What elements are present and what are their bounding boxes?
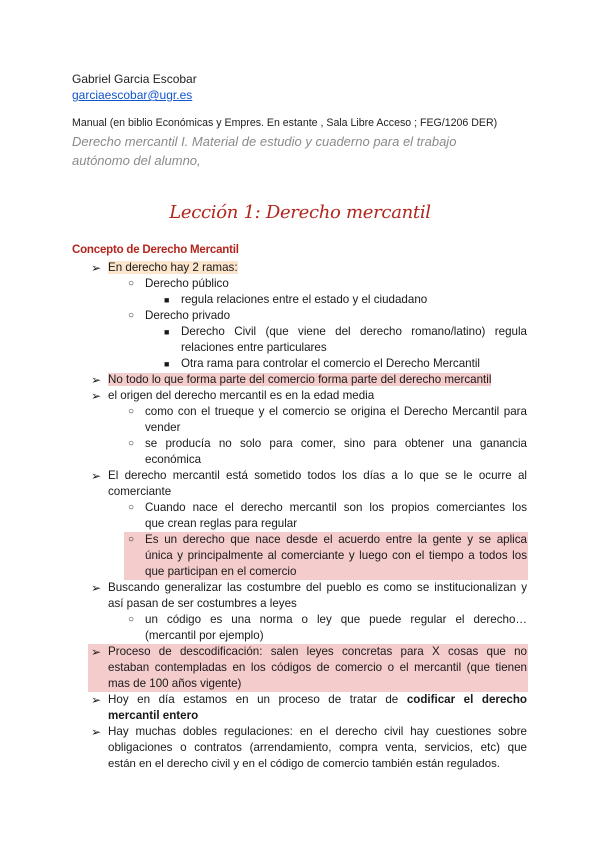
list-item: se producía no solo para comer, sino para obtener una ganancia: [145, 437, 527, 450]
list-item: regula relaciones entre el estado y el ciudadano: [181, 293, 428, 306]
highlighted-text: En derecho hay 2 ramas:: [108, 261, 238, 274]
circle-bullet-icon: ○: [128, 310, 135, 321]
book-title-line-2: autónomo del alumno,: [72, 153, 201, 168]
list-item: [108, 260, 238, 276]
list-item-continuation: que participan en el comercio: [145, 565, 297, 578]
list-item-text: Hoy en día estamos en un proceso de tratar de: [108, 693, 407, 706]
list-item: un código es una norma o ley que puede regular el derecho…: [145, 613, 527, 626]
author-email-link[interactable]: garciaescobar@ugr.es: [72, 88, 193, 102]
section-heading: Concepto de Derecho Mercantil: [72, 244, 239, 256]
list-item: Derecho público: [145, 277, 229, 290]
lesson-title: Lección 1: Derecho mercantil: [169, 202, 431, 223]
arrow-bullet-icon: ➢: [91, 261, 102, 275]
list-item: [108, 372, 491, 388]
list-item-continuation: obligaciones o contratos (arrendamiento, compra venta, servicios, etc) que: [108, 741, 527, 754]
square-bullet-icon: ■: [164, 295, 170, 305]
list-item-continuation: relaciones entre particulares: [181, 341, 327, 354]
list-item-continuation: así pasan de ser costumbres a leyes: [108, 597, 297, 610]
circle-bullet-icon: ○: [128, 534, 135, 545]
circle-bullet-icon: ○: [128, 278, 135, 289]
list-item: Derecho Civil (que viene del derecho romano/latino) regula: [181, 325, 527, 338]
arrow-bullet-icon: ➢: [91, 693, 102, 707]
arrow-bullet-icon: ➢: [91, 389, 102, 403]
list-item: Cuando nace el derecho mercantil son los propios comerciantes los: [145, 501, 527, 514]
arrow-bullet-icon: ➢: [91, 469, 102, 483]
list-item: Buscando generalizar las costumbre del pueblo es como se institucionalizan y: [108, 581, 527, 594]
list-item: Hay muchas dobles regulaciones: en el derecho civil hay cuestiones sobre: [108, 725, 527, 738]
list-item-continuation: mercantil entero: [108, 709, 199, 722]
arrow-bullet-icon: ➢: [91, 725, 102, 739]
list-item-continuation: económica: [145, 453, 202, 466]
list-item-continuation: están en el derecho civil y en el código de comercio también están regulados.: [108, 758, 500, 770]
list-item-continuation: que crean reglas para regular: [145, 517, 298, 530]
list-item: El derecho mercantil está sometido todos los días a lo que se le ocurre al: [108, 469, 527, 482]
circle-bullet-icon: ○: [128, 502, 135, 513]
highlighted-text: No todo lo que forma parte del comercio forma parte del derecho mercantil: [108, 373, 492, 386]
arrow-bullet-icon: ➢: [91, 581, 102, 595]
list-item: [108, 692, 527, 708]
list-item: Otra rama para controlar el comercio el Derecho Mercantil: [181, 357, 480, 370]
list-item: como con el trueque y el comercio se origina el Derecho Mercantil para: [145, 405, 527, 418]
author-name: Gabriel Garcia Escobar: [72, 72, 197, 86]
list-item: Derecho privado: [145, 309, 231, 322]
list-item-continuation: vender: [145, 421, 181, 434]
circle-bullet-icon: ○: [128, 438, 135, 449]
list-item-continuation: estaban contempladas en los códigos de comercio o el mercantil (que tienen: [108, 661, 527, 674]
book-title-line-1: Derecho mercantil I. Material de estudio y cuaderno para el trabajo: [72, 134, 457, 149]
manual-reference: Manual (en biblio Económicas y Empres. En estante , Sala Libre Acceso ; FEG/1206 DER): [72, 117, 498, 129]
list-item-continuation: mas de 100 años vigente): [108, 677, 242, 690]
square-bullet-icon: ■: [164, 327, 170, 337]
list-item-continuation: comerciante: [108, 485, 172, 498]
book-title: [72, 132, 542, 170]
list-item-continuation: única y principalmente al comerciante y luego con el tiempo a todos los: [145, 549, 527, 562]
bold-text: codificar el derecho: [406, 693, 527, 706]
arrow-bullet-icon: ➢: [91, 645, 102, 659]
circle-bullet-icon: ○: [128, 614, 135, 625]
list-item: el origen del derecho mercantil es en la edad media: [108, 389, 375, 402]
list-item-continuation: (mercantil por ejemplo): [145, 629, 264, 642]
list-item: Es un derecho que nace desde el acuerdo entre la gente y se aplica: [145, 533, 527, 546]
circle-bullet-icon: ○: [128, 406, 135, 417]
arrow-bullet-icon: ➢: [91, 373, 102, 387]
list-item: Proceso de descodificación: salen leyes concretas para X cosas que no: [108, 645, 527, 658]
square-bullet-icon: ■: [164, 359, 170, 369]
